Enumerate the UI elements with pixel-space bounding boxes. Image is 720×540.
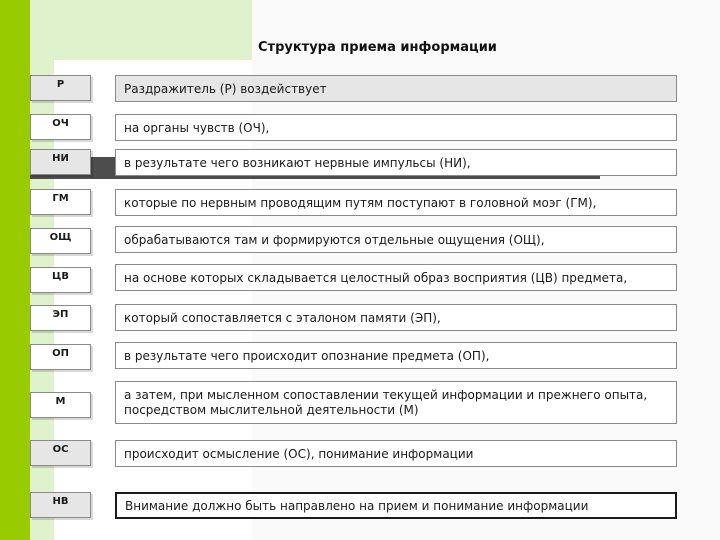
code-box-r: Р [30,75,91,101]
code-box-gm: ГМ [30,189,91,215]
text-box-gm: которые по нервным проводящим путям поступают в головной моэг (ГМ), [115,189,677,216]
text-box-op: в результате чего происходит опознание предмета (ОП), [115,342,677,369]
mint-top-band [30,0,252,60]
text-box-r: Раздражитель (Р) воздействует [115,75,677,102]
text-box-os: происходит осмысление (ОС), понимание информации [115,440,677,467]
dark-bar-green-accent [0,157,30,179]
diagram-title: Структура приема информации [258,40,497,55]
text-box-osh: обрабатываются там и формируются отдельные ощущения (ОЩ), [115,226,677,253]
code-box-os: ОС [30,440,91,466]
text-box-m: а затем, при мысленном сопоставлении текущей информации и прежнего опыта, посредством мыслительной деятельности (М) [115,381,677,424]
text-box-ep: который сопоставляется с эталоном памяти (ЭП), [115,304,677,331]
code-box-nv: НВ [30,492,91,518]
code-box-cv: ЦВ [30,267,91,293]
code-box-ep: ЭП [30,305,91,331]
code-box-och: ОЧ [30,114,91,140]
text-box-och: на органы чувств (ОЧ), [115,114,677,141]
code-box-ni: НИ [30,149,91,175]
text-box-nv: Внимание должно быть направлено на прием и понимание информации [115,492,677,519]
code-box-op: ОП [30,344,91,370]
green-side-band [0,0,30,540]
code-box-m: М [30,392,91,418]
text-box-cv: на основе которых складывается целостный образ восприятия (ЦВ) предмета, [115,264,677,291]
code-box-osh: ОЩ [30,228,91,254]
text-box-ni: в результате чего возникают нервные импульсы (НИ), [115,149,677,176]
